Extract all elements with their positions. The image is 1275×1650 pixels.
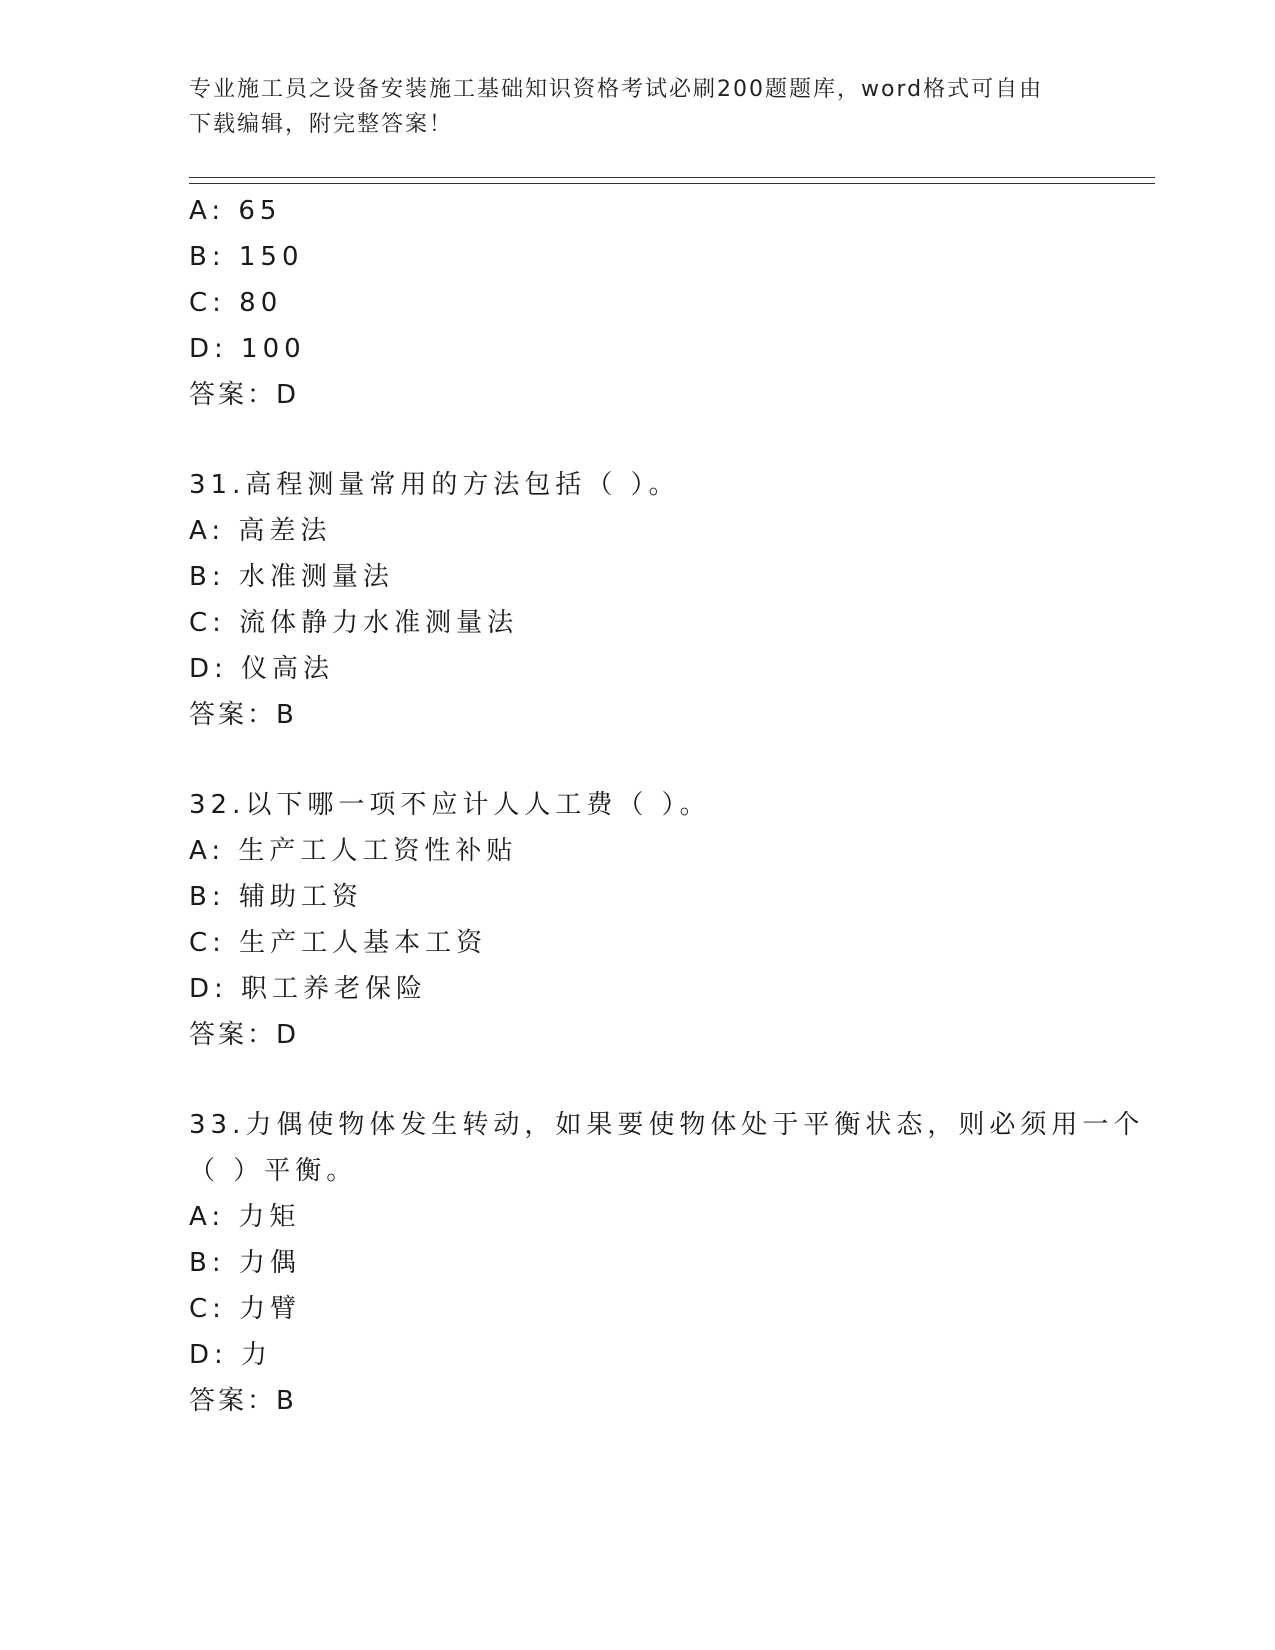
q32-option-c: C: 生产工人基本工资 [189,928,488,958]
q30-option-c: C: 80 [189,288,283,318]
q31-option-c: C: 流体静力水准测量法 [189,608,519,638]
q33-question-line-1: 33.力偶使物体发生转动，如果要使物体处于平衡状态，则必须用一个 [189,1110,1145,1140]
document-header [189,72,1089,142]
q33-option-a: A: 力矩 [189,1202,301,1232]
q30-option-a: A: 65 [189,196,282,226]
q31-question: 31.高程测量常用的方法包括（ ）。 [189,470,680,500]
question-list [189,188,1149,1424]
q33-option-b: B: 力偶 [189,1248,301,1278]
q32-answer: 答案：D [189,1020,300,1050]
q33-option-c: C: 力臂 [189,1294,302,1324]
q32-question: 32.以下哪一项不应计人人工费（ ）。 [189,790,711,820]
spacer [189,418,1149,462]
question-32-block [189,782,1149,1058]
q31-option-a: A: 高差法 [189,516,332,546]
header-divider-bottom [189,183,1155,184]
q32-option-a: A: 生产工人工资性补贴 [189,836,518,866]
spacer [189,738,1149,782]
q33-question-line-2: （ ）平衡。 [189,1156,358,1186]
question-31-block [189,462,1149,738]
spacer [189,1058,1149,1102]
header-line-1: 专业施工员之设备安装施工基础知识资格考试必刷200题题库，word格式可自由 [189,77,1044,102]
question-33-block [189,1102,1149,1424]
q30-answer: 答案：D [189,380,300,410]
q31-option-d: D: 仪高法 [189,654,335,684]
header-line-2: 下载编辑，附完整答案！ [189,112,454,137]
q32-option-d: D: 职工养老保险 [189,974,428,1004]
q30-option-d: D: 100 [189,334,306,364]
q31-answer: 答案：B [189,700,297,730]
question-30-block [189,188,1149,418]
q32-option-b: B: 辅助工资 [189,882,363,912]
q33-answer: 答案：B [189,1386,297,1416]
header-divider-top [189,177,1155,178]
q31-option-b: B: 水准测量法 [189,562,394,592]
q30-option-b: B: 150 [189,242,304,272]
q33-option-d: D: 力 [189,1340,273,1370]
